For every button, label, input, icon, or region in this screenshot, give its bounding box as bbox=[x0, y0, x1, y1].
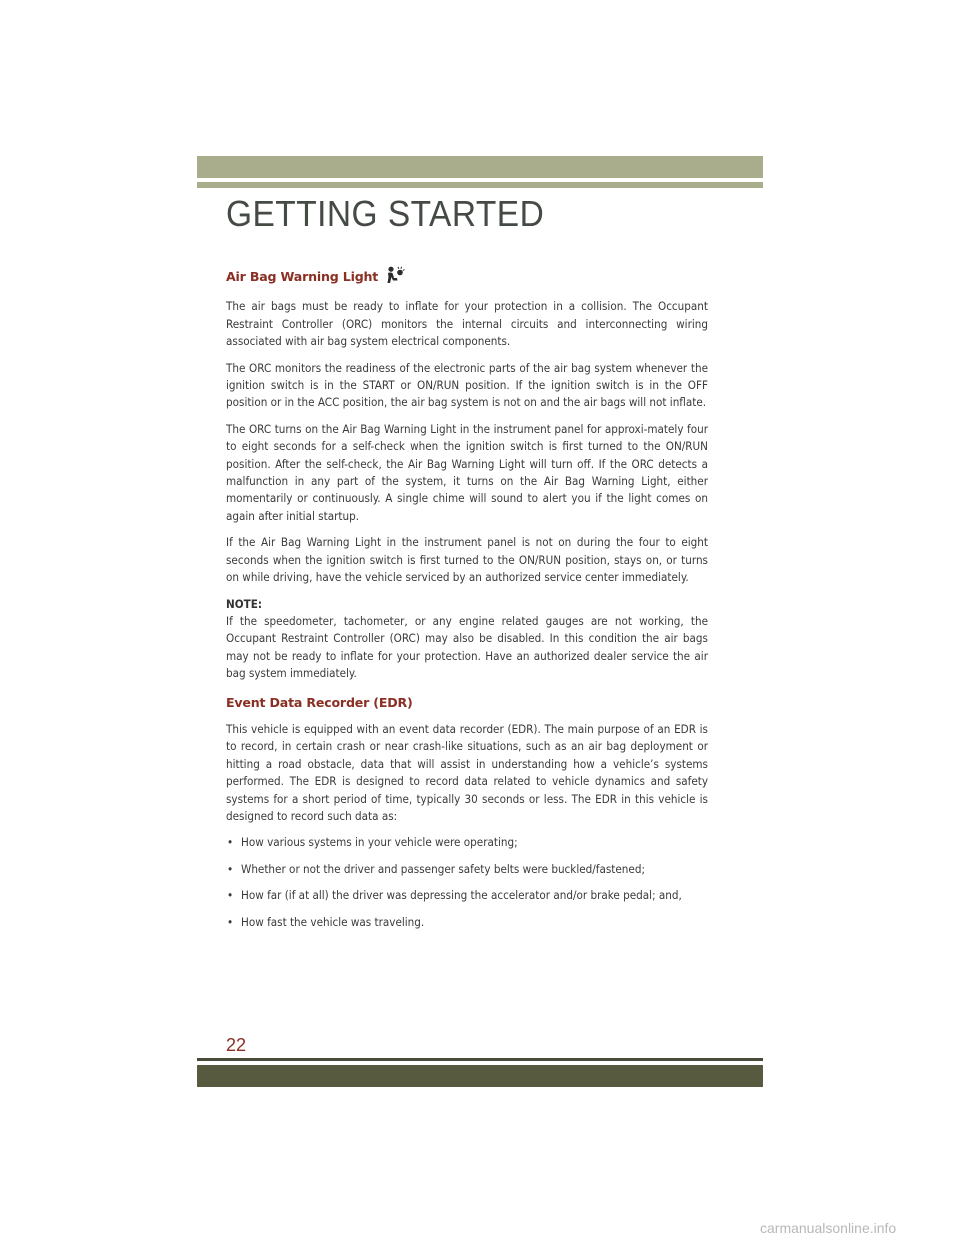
footer-bar bbox=[197, 1065, 763, 1087]
airbag-heading-text: Air Bag Warning Light bbox=[226, 269, 379, 284]
list-item: • How far (if at all) the driver was depressing the accelerator and/or brake pedal; and, bbox=[226, 887, 708, 904]
airbag-paragraph-3: The ORC turns on the Air Bag Warning Light in the instrument panel for approxi-mately four to eight seconds for a self-check when the ignition switch is first turned to the ON/RUN position. After the self-check, the Air Bag Warning Light will turn off. If the ORC detects a malfunction in any part of the system, it turns on the Air Bag Warning Light, either momentarily or continuously. A single chime will sound to alert you if the light comes on again after initial startup. bbox=[226, 421, 708, 523]
edr-bullet-list bbox=[226, 834, 708, 931]
footer-line bbox=[197, 1058, 763, 1061]
section-title: GETTING STARTED bbox=[226, 193, 545, 234]
note-text: If the speedometer, tachometer, or any engine related gauges are not working, the Occupant Restraint Controller (ORC) may also be disabled. In this condition the air bags may not be ready to inflate for your protection. Have an authorized dealer service the air bag system immediately. bbox=[226, 613, 708, 681]
edr-paragraph: This vehicle is equipped with an event data recorder (EDR). The main purpose of an EDR is to record, in certain crash or near crash-like situations, such as an air bag deployment or hitting a road obstacle, data that will assist in understanding how a vehicle’s systems performed. The EDR is designed to record data related to vehicle dynamics and safety systems for a short period of time, typically 30 seconds or less. The EDR in this vehicle is designed to record such data as: bbox=[226, 721, 708, 823]
watermark: carmanualsonline.info bbox=[760, 1220, 897, 1236]
page-content bbox=[226, 266, 708, 940]
note-label: NOTE: bbox=[226, 596, 263, 611]
edr-heading: Event Data Recorder (EDR) bbox=[226, 694, 413, 710]
airbag-paragraph-2: The ORC monitors the readiness of the electronic parts of the air bag system whenever the ignition switch is in the START or ON/RUN position. If the ignition switch is in the OFF position or in the ACC position, the air bag system is not on and the air bags will not inflate. bbox=[226, 360, 708, 410]
header-accent-line bbox=[197, 182, 763, 188]
header-accent-bar bbox=[197, 156, 763, 178]
list-item: • How various systems in your vehicle were operating; bbox=[226, 834, 708, 851]
list-item: • How fast the vehicle was traveling. bbox=[226, 914, 708, 931]
page-number: 22 bbox=[226, 1035, 247, 1055]
airbag-heading bbox=[226, 266, 708, 288]
list-item: • Whether or not the driver and passenger safety belts were buckled/fastened; bbox=[226, 861, 708, 878]
airbag-paragraph-1: The air bags must be ready to inflate for your protection in a collision. The Occupant Restraint Controller (ORC) monitors the internal circuits and interconnecting wiring associated with air bag system electrical components. bbox=[226, 299, 708, 349]
airbag-paragraph-4: If the Air Bag Warning Light in the instrument panel is not on during the four to eight seconds when the ignition switch is first turned to the ON/RUN position, stays on, or turns on while driving, have the vehicle serviced by an authorized service center immediately. bbox=[226, 535, 708, 585]
airbag-warning-icon bbox=[385, 266, 405, 288]
